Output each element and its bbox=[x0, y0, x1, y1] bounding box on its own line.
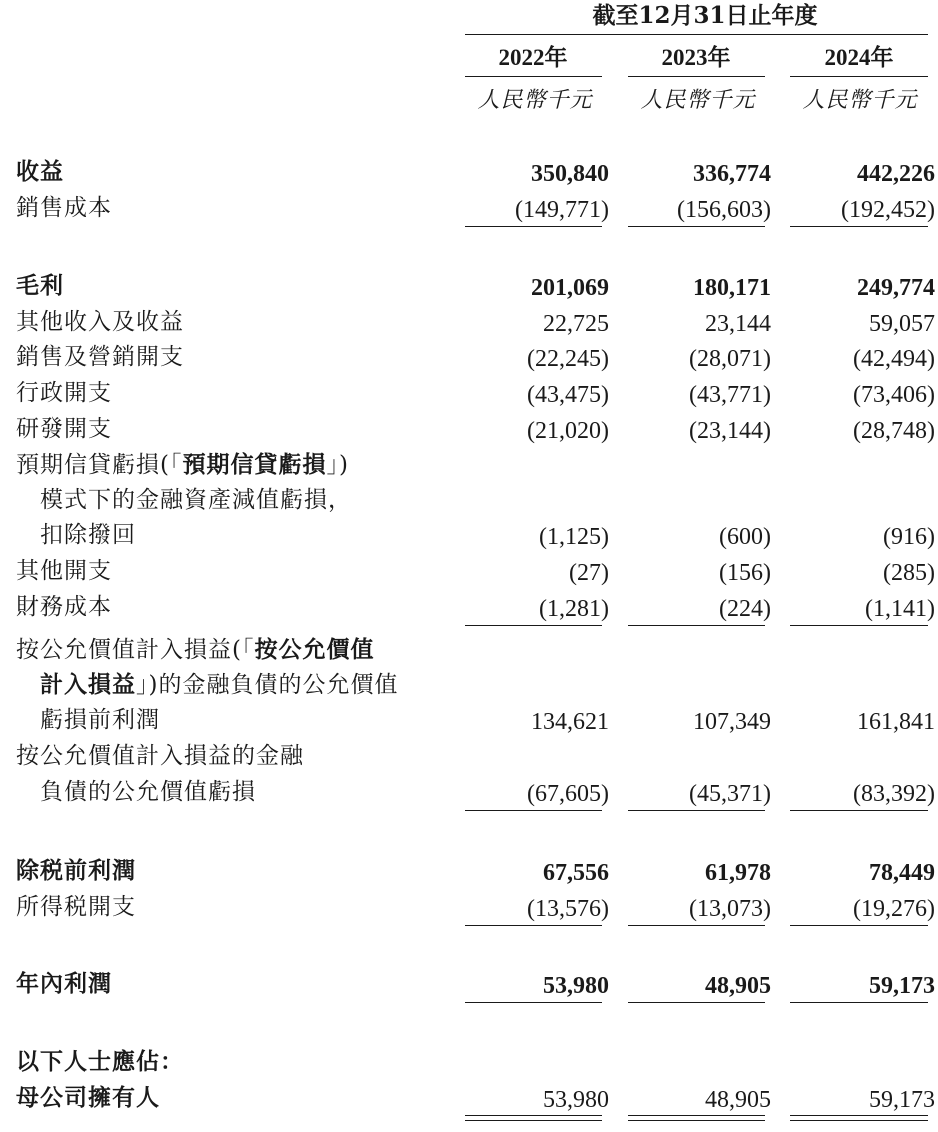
row-value: 48,905 bbox=[705, 1087, 771, 1113]
row-value: (67,605) bbox=[527, 781, 609, 807]
subtotal-rule bbox=[628, 226, 765, 227]
total-double-rule bbox=[465, 1115, 602, 1121]
row-value: (28,748) bbox=[853, 418, 935, 444]
row-value: (73,406) bbox=[853, 382, 935, 408]
subtotal-rule bbox=[465, 925, 602, 926]
row-value: (156,603) bbox=[677, 197, 771, 223]
row-label-revenue: 收益 bbox=[16, 158, 64, 185]
row-value: (23,144) bbox=[689, 418, 771, 444]
row-label-selling-expenses: 銷售及營銷開支 bbox=[16, 344, 184, 370]
total-double-rule bbox=[628, 1115, 765, 1121]
year-underline bbox=[465, 76, 602, 77]
row-value: (21,020) bbox=[527, 418, 609, 444]
row-label-other-income: 其他收入及收益 bbox=[16, 309, 184, 335]
unit-header-2023: 人民幣千元 bbox=[640, 88, 756, 113]
row-value: 249,774 bbox=[857, 275, 935, 301]
row-label-cost-of-sales: 銷售成本 bbox=[16, 195, 112, 221]
row-value: (28,071) bbox=[689, 346, 771, 372]
row-value: (149,771) bbox=[515, 197, 609, 223]
subtotal-rule bbox=[790, 925, 928, 926]
row-label-profit-before-tax: 除税前利潤 bbox=[16, 857, 136, 884]
row-value: (19,276) bbox=[853, 896, 935, 922]
row-label-ecl-line3: 扣除撥回 bbox=[40, 522, 136, 548]
row-value: 201,069 bbox=[531, 275, 609, 301]
row-value: 59,173 bbox=[869, 973, 935, 999]
subtotal-rule bbox=[628, 1002, 765, 1003]
year-header-2022: 2022年 bbox=[498, 45, 568, 70]
row-label-gross-profit: 毛利 bbox=[16, 272, 64, 299]
label-part: 」)的金融負債的公允價值 bbox=[136, 672, 399, 698]
row-value: (1,141) bbox=[865, 596, 935, 622]
row-value: (600) bbox=[719, 524, 771, 550]
row-label-fv-loss-line2: 負債的公允價值虧損 bbox=[40, 779, 256, 805]
row-value: 350,840 bbox=[531, 161, 609, 187]
row-value: 78,449 bbox=[869, 860, 935, 886]
label-part: 按公允價值計入損益(「 bbox=[16, 637, 255, 663]
row-value: (13,576) bbox=[527, 896, 609, 922]
row-value: 107,349 bbox=[693, 709, 771, 735]
unit-header-2024: 人民幣千元 bbox=[802, 88, 918, 113]
subtotal-rule bbox=[628, 925, 765, 926]
row-label-owners-of-parent: 母公司擁有人 bbox=[16, 1084, 160, 1111]
row-label-attributable-to: 以下人士應佔： bbox=[16, 1048, 184, 1075]
row-value: 53,980 bbox=[543, 973, 609, 999]
row-value: (224) bbox=[719, 596, 771, 622]
unit-header-2022: 人民幣千元 bbox=[477, 88, 593, 113]
year-header-2023: 2023年 bbox=[661, 45, 731, 70]
label-part: 」) bbox=[326, 452, 349, 478]
year-header-2024: 2024年 bbox=[824, 45, 894, 70]
row-label-profit-before-fv-line1 bbox=[16, 636, 374, 664]
row-label-finance-costs: 財務成本 bbox=[16, 594, 112, 620]
row-value: 59,173 bbox=[869, 1087, 935, 1113]
row-value: (43,771) bbox=[689, 382, 771, 408]
subtotal-rule bbox=[790, 226, 928, 227]
row-value: 22,725 bbox=[543, 311, 609, 337]
row-value: (42,494) bbox=[853, 346, 935, 372]
label-part-defined-term: 預期信貸虧損 bbox=[182, 451, 327, 478]
subtotal-rule bbox=[465, 1002, 602, 1003]
row-label-profit-for-year: 年內利潤 bbox=[16, 970, 112, 997]
total-double-rule bbox=[790, 1115, 928, 1121]
row-label-fv-loss-line1: 按公允價值計入損益的金融 bbox=[16, 743, 304, 769]
row-value: 442,226 bbox=[857, 161, 935, 187]
row-label-profit-before-fv-line3: 虧損前利潤 bbox=[40, 707, 160, 733]
year-underline bbox=[628, 76, 765, 77]
row-label-ecl-line2: 模式下的金融資產減值虧損， bbox=[40, 487, 352, 513]
row-value: (22,245) bbox=[527, 346, 609, 372]
subtotal-rule bbox=[790, 1002, 928, 1003]
row-value: 180,171 bbox=[693, 275, 771, 301]
row-label-profit-before-fv-line2 bbox=[40, 671, 398, 699]
period-heading: 截至12月31日止年度 bbox=[592, 2, 818, 29]
subtotal-rule bbox=[465, 226, 602, 227]
row-value: 59,057 bbox=[869, 311, 935, 337]
row-value: (13,073) bbox=[689, 896, 771, 922]
row-label-ecl-line1 bbox=[16, 451, 349, 479]
row-value: 53,980 bbox=[543, 1087, 609, 1113]
row-label-income-tax: 所得税開支 bbox=[16, 894, 136, 920]
row-label-admin-expenses: 行政開支 bbox=[16, 380, 112, 406]
row-label-other-expenses: 其他開支 bbox=[16, 558, 112, 584]
row-value: (27) bbox=[569, 560, 609, 586]
subtotal-rule bbox=[465, 810, 602, 811]
subtotal-rule bbox=[628, 810, 765, 811]
row-label-rd-expenses: 研發開支 bbox=[16, 416, 112, 442]
row-value: 134,621 bbox=[531, 709, 609, 735]
subtotal-rule bbox=[790, 810, 928, 811]
row-value: (285) bbox=[883, 560, 935, 586]
row-value: 161,841 bbox=[857, 709, 935, 735]
row-value: 48,905 bbox=[705, 973, 771, 999]
row-value: (43,475) bbox=[527, 382, 609, 408]
subtotal-rule bbox=[790, 625, 928, 626]
row-value: 23,144 bbox=[705, 311, 771, 337]
row-value: (916) bbox=[883, 524, 935, 550]
label-part-defined-term: 按公允價值 bbox=[254, 636, 375, 663]
year-underline bbox=[790, 76, 928, 77]
row-value: (1,125) bbox=[539, 524, 609, 550]
subtotal-rule bbox=[628, 625, 765, 626]
row-value: (192,452) bbox=[841, 197, 935, 223]
label-part-defined-term: 計入損益 bbox=[40, 671, 136, 698]
label-part: 預期信貸虧損(「 bbox=[16, 452, 183, 478]
row-value: (156) bbox=[719, 560, 771, 586]
row-value: 61,978 bbox=[705, 860, 771, 886]
row-value: (1,281) bbox=[539, 596, 609, 622]
row-value: (83,392) bbox=[853, 781, 935, 807]
row-value: 336,774 bbox=[693, 161, 771, 187]
subtotal-rule bbox=[465, 625, 602, 626]
row-value: (45,371) bbox=[689, 781, 771, 807]
period-underline bbox=[465, 34, 928, 35]
row-value: 67,556 bbox=[543, 860, 609, 886]
